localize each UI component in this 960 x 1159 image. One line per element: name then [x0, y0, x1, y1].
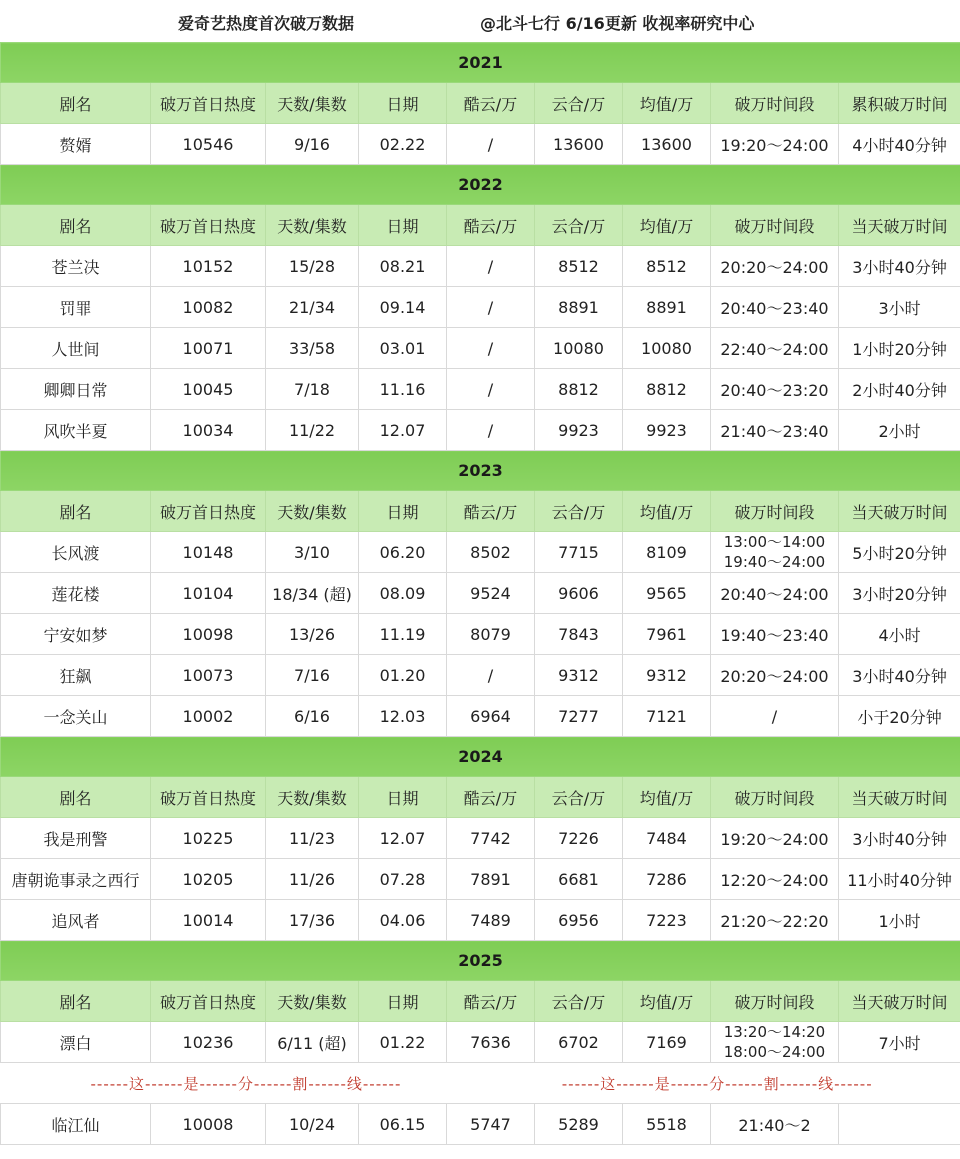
cell-duration: 3小时20分钟 [839, 573, 960, 614]
cell-days-episodes: 18/34 (超) [266, 573, 359, 614]
column-header-row [1, 981, 960, 1022]
cell-duration: 小于20分钟 [839, 696, 960, 737]
cell-days-episodes: 6/16 [266, 696, 359, 737]
cell-time-range: 19:20～24:00 [711, 818, 839, 859]
column-header-row [1, 83, 960, 124]
year-label: 2023 [1, 451, 960, 491]
cell-time-range: 20:40～23:20 [711, 369, 839, 410]
column-header: 酷云/万 [447, 491, 535, 532]
cell-duration: 7小时 [839, 1022, 960, 1063]
cell-days-episodes: 13/26 [266, 614, 359, 655]
year-header-row [1, 43, 960, 83]
cell-date: 02.22 [359, 124, 447, 165]
column-header: 均值/万 [623, 777, 711, 818]
table-row [1, 696, 960, 737]
cell-time-range: 13:20～14:20 18:00～24:00 [711, 1022, 839, 1063]
cell-days-episodes: 10/24 [266, 1104, 359, 1145]
cell-yunhe: 6956 [535, 900, 623, 941]
column-header: 当天破万时间 [839, 205, 960, 246]
cell-date: 11.19 [359, 614, 447, 655]
cell-title: 赘婿 [1, 124, 151, 165]
cell-kuyun: 8079 [447, 614, 535, 655]
column-header: 天数/集数 [266, 205, 359, 246]
column-header: 当天破万时间 [839, 981, 960, 1022]
cell-date: 03.01 [359, 328, 447, 369]
cell-average: 7961 [623, 614, 711, 655]
column-header: 累积破万时间 [839, 83, 960, 124]
cell-average: 8109 [623, 532, 711, 573]
cell-average: 8812 [623, 369, 711, 410]
year-header-row [1, 451, 960, 491]
cell-time-range: 22:40～24:00 [711, 328, 839, 369]
year-header-row [1, 165, 960, 205]
cell-yunhe: 9923 [535, 410, 623, 451]
cell-peak-heat: 10546 [151, 124, 266, 165]
column-header: 云合/万 [535, 205, 623, 246]
column-header: 均值/万 [623, 981, 711, 1022]
column-header: 云合/万 [535, 981, 623, 1022]
cell-kuyun: 7636 [447, 1022, 535, 1063]
column-header: 破万时间段 [711, 491, 839, 532]
cell-date: 11.16 [359, 369, 447, 410]
cell-kuyun: 5747 [447, 1104, 535, 1145]
cell-date: 12.07 [359, 410, 447, 451]
column-header: 日期 [359, 491, 447, 532]
separator-line-right: ------这------是------分------割------线------ [561, 1074, 873, 1093]
cell-peak-heat: 10236 [151, 1022, 266, 1063]
cell-peak-heat: 10205 [151, 859, 266, 900]
column-header: 云合/万 [535, 83, 623, 124]
cell-title: 宁安如梦 [1, 614, 151, 655]
cell-duration: 3小时40分钟 [839, 655, 960, 696]
cell-average: 8891 [623, 287, 711, 328]
column-header: 均值/万 [623, 205, 711, 246]
cell-days-episodes: 3/10 [266, 532, 359, 573]
cell-title: 人世间 [1, 328, 151, 369]
year-label: 2021 [1, 43, 960, 83]
cell-kuyun: / [447, 124, 535, 165]
cell-peak-heat: 10071 [151, 328, 266, 369]
cell-time-range: / [711, 696, 839, 737]
column-header-row [1, 491, 960, 532]
cell-yunhe: 6702 [535, 1022, 623, 1063]
column-header: 均值/万 [623, 83, 711, 124]
year-header-row [1, 737, 960, 777]
year-label: 2024 [1, 737, 960, 777]
column-header: 破万首日热度 [151, 777, 266, 818]
cell-yunhe: 7715 [535, 532, 623, 573]
cell-kuyun: 9524 [447, 573, 535, 614]
cell-title: 我是刑警 [1, 818, 151, 859]
cell-peak-heat: 10152 [151, 246, 266, 287]
cell-days-episodes: 17/36 [266, 900, 359, 941]
cell-average: 9565 [623, 573, 711, 614]
table-row [1, 287, 960, 328]
cell-days-episodes: 7/18 [266, 369, 359, 410]
cell-duration: 3小时40分钟 [839, 818, 960, 859]
table-row [1, 818, 960, 859]
cell-date: 07.28 [359, 859, 447, 900]
cell-title: 卿卿日常 [1, 369, 151, 410]
cell-peak-heat: 10034 [151, 410, 266, 451]
column-header: 破万首日热度 [151, 981, 266, 1022]
cell-days-episodes: 11/22 [266, 410, 359, 451]
cell-duration: 3小时 [839, 287, 960, 328]
separator-wrap [1, 1073, 960, 1094]
cell-yunhe: 7843 [535, 614, 623, 655]
cell-peak-heat: 10104 [151, 573, 266, 614]
table-row [1, 246, 960, 287]
cell-peak-heat: 10082 [151, 287, 266, 328]
cell-peak-heat: 10008 [151, 1104, 266, 1145]
column-header: 云合/万 [535, 491, 623, 532]
cell-peak-heat: 10073 [151, 655, 266, 696]
cell-average: 7223 [623, 900, 711, 941]
cell-time-range: 13:00～14:00 19:40～24:00 [711, 532, 839, 573]
cell-time-range: 20:40～24:00 [711, 573, 839, 614]
table-title: 爱奇艺热度首次破万数据 [178, 14, 355, 33]
cell-peak-heat: 10148 [151, 532, 266, 573]
table-row [1, 614, 960, 655]
cell-average: 9312 [623, 655, 711, 696]
cell-days-episodes: 33/58 [266, 328, 359, 369]
cell-yunhe: 10080 [535, 328, 623, 369]
cell-peak-heat: 10098 [151, 614, 266, 655]
column-header: 酷云/万 [447, 777, 535, 818]
cell-yunhe: 7277 [535, 696, 623, 737]
column-header: 日期 [359, 981, 447, 1022]
cell-kuyun: 7742 [447, 818, 535, 859]
cell-days-episodes: 9/16 [266, 124, 359, 165]
column-header: 日期 [359, 205, 447, 246]
cell-duration: 3小时40分钟 [839, 246, 960, 287]
cell-kuyun: 6964 [447, 696, 535, 737]
cell-title: 风吹半夏 [1, 410, 151, 451]
column-header: 破万首日热度 [151, 83, 266, 124]
cell-days-episodes: 11/23 [266, 818, 359, 859]
column-header: 当天破万时间 [839, 777, 960, 818]
cell-average: 7121 [623, 696, 711, 737]
table-row [1, 124, 960, 165]
cell-yunhe: 8812 [535, 369, 623, 410]
column-header: 天数/集数 [266, 981, 359, 1022]
column-header: 剧名 [1, 83, 151, 124]
cell-duration: 1小时 [839, 900, 960, 941]
table-row [1, 532, 960, 573]
cell-time-range: 20:20～24:00 [711, 655, 839, 696]
column-header-row [1, 205, 960, 246]
cell-days-episodes: 6/11 (超) [266, 1022, 359, 1063]
cell-kuyun: 8502 [447, 532, 535, 573]
cell-title: 莲花楼 [1, 573, 151, 614]
data-table [0, 42, 960, 1145]
cell-title: 狂飙 [1, 655, 151, 696]
cell-title: 苍兰决 [1, 246, 151, 287]
cell-time-range: 12:20～24:00 [711, 859, 839, 900]
separator-line-left: ------这------是------分------割------线------ [90, 1074, 402, 1093]
table-row [1, 655, 960, 696]
table-row [1, 328, 960, 369]
cell-title: 长风渡 [1, 532, 151, 573]
cell-kuyun: / [447, 655, 535, 696]
separator-cell [1, 1063, 960, 1104]
table-row [1, 900, 960, 941]
column-header: 日期 [359, 83, 447, 124]
cell-kuyun: / [447, 410, 535, 451]
cell-time-range: 20:40～23:40 [711, 287, 839, 328]
cell-duration: 5小时20分钟 [839, 532, 960, 573]
column-header: 破万首日热度 [151, 491, 266, 532]
table-row [1, 1022, 960, 1063]
cell-kuyun: 7891 [447, 859, 535, 900]
cell-date: 06.15 [359, 1104, 447, 1145]
cell-duration: 4小时 [839, 614, 960, 655]
cell-kuyun: / [447, 369, 535, 410]
cell-peak-heat: 10014 [151, 900, 266, 941]
table-row [1, 410, 960, 451]
cell-kuyun: / [447, 287, 535, 328]
cell-title: 一念关山 [1, 696, 151, 737]
column-header: 日期 [359, 777, 447, 818]
cell-yunhe: 5289 [535, 1104, 623, 1145]
cell-kuyun: / [447, 246, 535, 287]
cell-average: 7286 [623, 859, 711, 900]
cell-duration: 2小时40分钟 [839, 369, 960, 410]
cell-average: 7484 [623, 818, 711, 859]
cell-time-range: 19:20～24:00 [711, 124, 839, 165]
column-header: 剧名 [1, 491, 151, 532]
table-row [1, 369, 960, 410]
cell-days-episodes: 15/28 [266, 246, 359, 287]
cell-time-range: 21:40～23:40 [711, 410, 839, 451]
year-label: 2022 [1, 165, 960, 205]
cell-average: 9923 [623, 410, 711, 451]
cell-time-range: 21:20～22:20 [711, 900, 839, 941]
cell-yunhe: 9606 [535, 573, 623, 614]
column-header: 酷云/万 [447, 981, 535, 1022]
cell-title: 唐朝诡事录之西行 [1, 859, 151, 900]
cell-peak-heat: 10002 [151, 696, 266, 737]
column-header: 当天破万时间 [839, 491, 960, 532]
column-header: 剧名 [1, 981, 151, 1022]
column-header: 云合/万 [535, 777, 623, 818]
cell-average: 8512 [623, 246, 711, 287]
cell-date: 06.20 [359, 532, 447, 573]
cell-date: 08.21 [359, 246, 447, 287]
cell-yunhe: 13600 [535, 124, 623, 165]
cell-time-range: 20:20～24:00 [711, 246, 839, 287]
column-header: 天数/集数 [266, 491, 359, 532]
cell-date: 12.07 [359, 818, 447, 859]
column-header: 天数/集数 [266, 83, 359, 124]
cell-kuyun: / [447, 328, 535, 369]
cell-time-range: 19:40～23:40 [711, 614, 839, 655]
cell-average: 7169 [623, 1022, 711, 1063]
cell-duration: 1小时20分钟 [839, 328, 960, 369]
column-header: 剧名 [1, 205, 151, 246]
cell-yunhe: 9312 [535, 655, 623, 696]
table-row [1, 859, 960, 900]
cell-average: 10080 [623, 328, 711, 369]
year-label: 2025 [1, 941, 960, 981]
cell-peak-heat: 10225 [151, 818, 266, 859]
cell-yunhe: 8512 [535, 246, 623, 287]
cell-duration: 2小时 [839, 410, 960, 451]
column-header: 酷云/万 [447, 83, 535, 124]
cell-date: 04.06 [359, 900, 447, 941]
column-header: 破万时间段 [711, 83, 839, 124]
cell-title: 追风者 [1, 900, 151, 941]
cell-time-range: 21:40～2 [711, 1104, 839, 1145]
column-header: 破万时间段 [711, 777, 839, 818]
year-header-row [1, 941, 960, 981]
cell-date: 12.03 [359, 696, 447, 737]
column-header: 破万首日热度 [151, 205, 266, 246]
cell-date: 08.09 [359, 573, 447, 614]
cell-title: 罚罪 [1, 287, 151, 328]
title-bar [0, 0, 960, 42]
cell-days-episodes: 7/16 [266, 655, 359, 696]
cell-duration: 11小时40分钟 [839, 859, 960, 900]
column-header: 破万时间段 [711, 981, 839, 1022]
source-note: @北斗七行 6/16更新 收视率研究中心 [480, 14, 755, 33]
column-header: 剧名 [1, 777, 151, 818]
cell-yunhe: 8891 [535, 287, 623, 328]
cell-peak-heat: 10045 [151, 369, 266, 410]
cell-date: 09.14 [359, 287, 447, 328]
table-row [1, 573, 960, 614]
cell-date: 01.20 [359, 655, 447, 696]
cell-yunhe: 7226 [535, 818, 623, 859]
separator-row [1, 1063, 960, 1104]
cell-date: 01.22 [359, 1022, 447, 1063]
column-header-row [1, 777, 960, 818]
cell-duration [839, 1104, 960, 1145]
column-header: 均值/万 [623, 491, 711, 532]
column-header: 天数/集数 [266, 777, 359, 818]
cell-kuyun: 7489 [447, 900, 535, 941]
column-header: 破万时间段 [711, 205, 839, 246]
cell-days-episodes: 21/34 [266, 287, 359, 328]
cell-days-episodes: 11/26 [266, 859, 359, 900]
cell-title: 漂白 [1, 1022, 151, 1063]
cell-average: 13600 [623, 124, 711, 165]
cell-yunhe: 6681 [535, 859, 623, 900]
cell-title: 临江仙 [1, 1104, 151, 1145]
column-header: 酷云/万 [447, 205, 535, 246]
table-row [1, 1104, 960, 1145]
cell-duration: 4小时40分钟 [839, 124, 960, 165]
cell-average: 5518 [623, 1104, 711, 1145]
